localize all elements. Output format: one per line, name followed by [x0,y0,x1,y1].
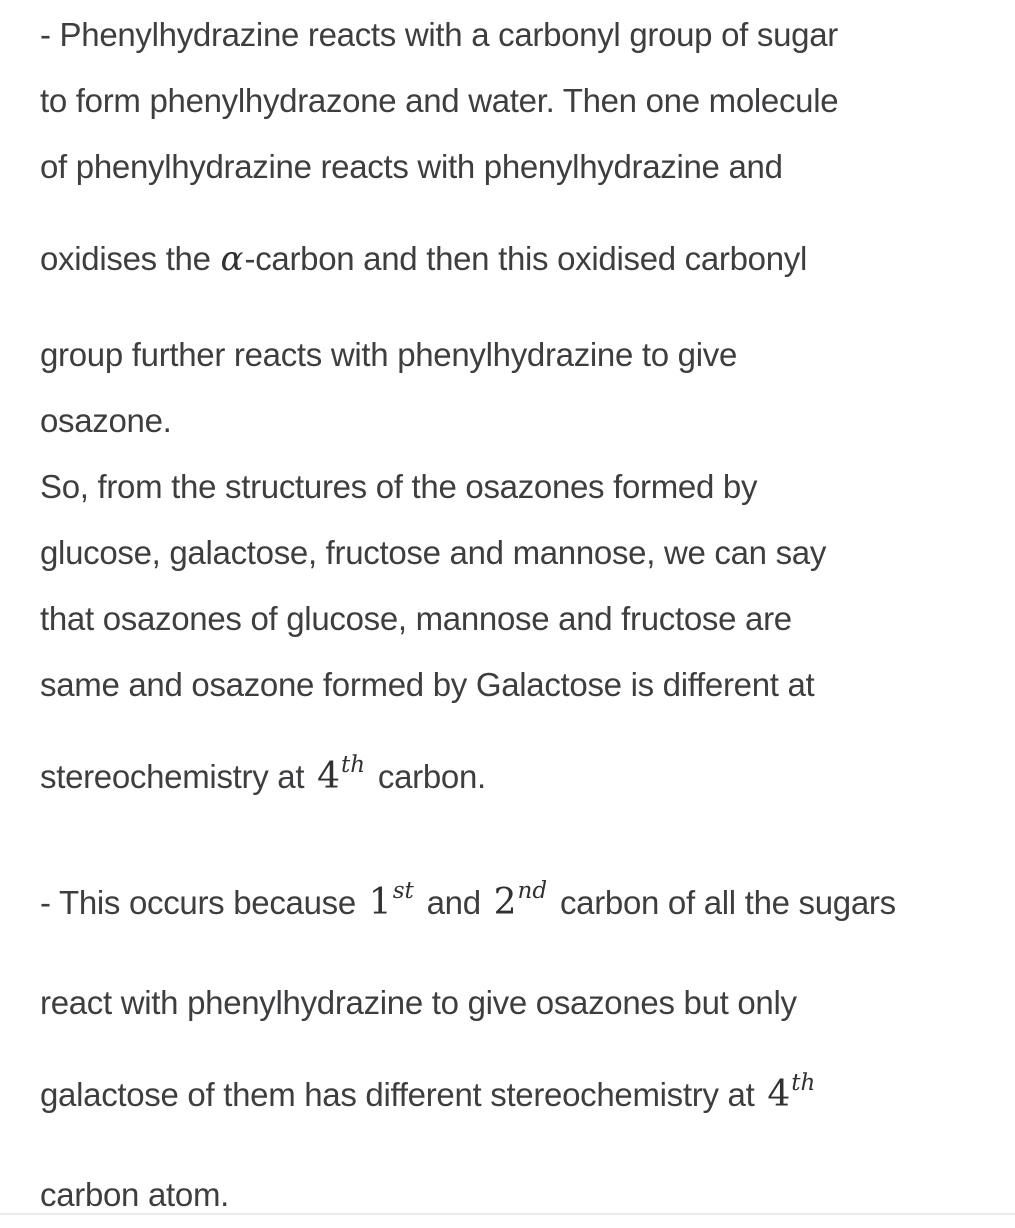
text-run: carbon of all the sugars [551,884,896,921]
text-run: oxidises the [40,240,220,277]
text-run: So, from the structures of the osazones formed by [40,468,758,505]
text-line [40,844,1000,970]
text-line [40,1036,1000,1162]
text-run: galactose of them has different stereochemistry at [40,1076,764,1113]
math-superscript: nd [517,878,548,904]
math-inline [368,878,414,923]
text-line [40,134,1000,200]
text-run: carbon. [369,758,486,795]
text-line [40,520,1000,586]
text-run: react with phenylhydrazine to give osazones but only [40,984,797,1021]
text-line [40,652,1000,718]
text-run: that osazones of glucose, mannose and fructose are [40,600,792,637]
text-line [40,454,1000,520]
math-inline [767,1070,816,1115]
text-run: - This occurs because [40,884,365,921]
text-run: - Phenylhydrazine reacts with a carbonyl group of sugar [40,16,838,53]
text-line [40,68,1000,134]
text-line [40,586,1000,652]
text-run: osazone. [40,402,172,439]
math-base: α [220,239,244,279]
math-inline [221,239,244,279]
text-line [40,718,1000,844]
text-line [40,2,1000,68]
text-line [40,200,1000,322]
text-run: -carbon and then this oxidised carbonyl [244,240,807,277]
text-line [40,388,1000,454]
math-base: 4 [767,1074,791,1115]
math-superscript: th [791,1070,816,1096]
math-superscript: st [392,878,414,904]
math-inline [317,752,366,797]
text-run: glucose, galactose, fructose and mannose, we can say [40,534,827,571]
math-inline [493,878,548,923]
text-line [40,970,1000,1036]
text-line [40,1162,1000,1228]
math-superscript: th [340,752,366,778]
math-base: 2 [493,882,517,923]
text-run: to form phenylhydrazone and water. Then one molecule [40,82,839,119]
section-divider [0,1213,1015,1215]
text-run: group further reacts with phenylhydrazine to give [40,336,738,373]
math-base: 1 [368,882,392,923]
text-run: of phenylhydrazine reacts with phenylhydrazine and [40,148,783,185]
text-run: and [417,884,490,921]
math-base: 4 [317,756,340,797]
text-run: same and osazone formed by Galactose is different at [40,666,815,703]
text-run: carbon atom. [40,1176,230,1213]
text-run: stereochemistry at [40,758,314,795]
text-line [40,322,1000,388]
